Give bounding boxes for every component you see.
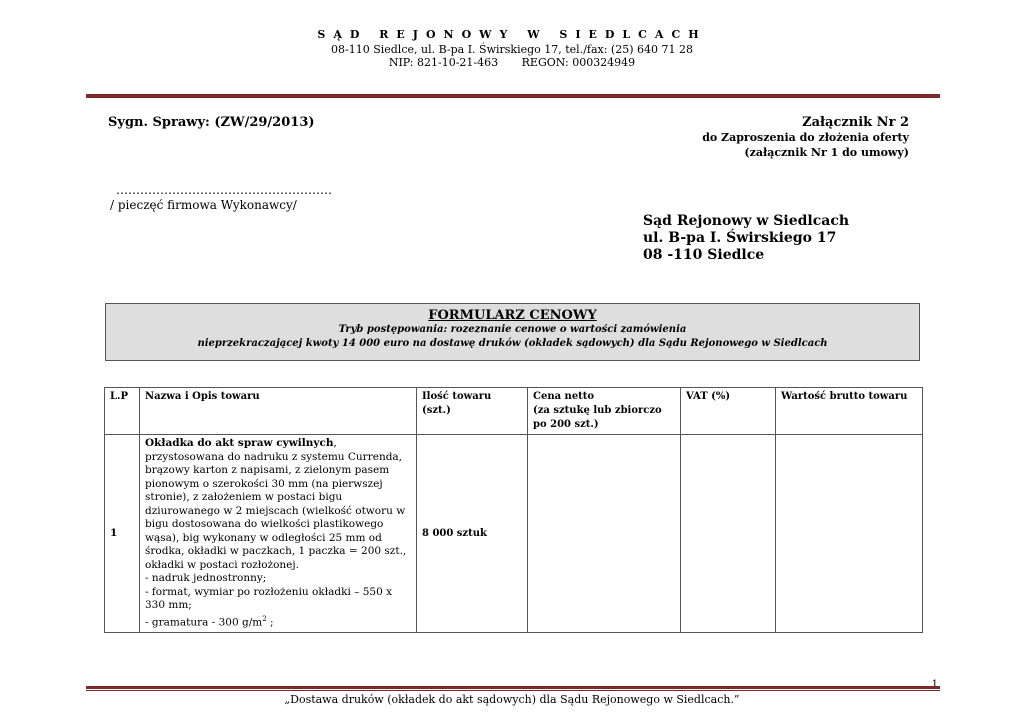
row-gross-cell[interactable] <box>776 435 923 633</box>
footer-text: „Dostawa druków (okładek do akt sądowych) dla Sądu Rejonowego w Siedlcach.” <box>284 693 740 706</box>
form-mode: Tryb postępowania: rozeznanie cenowe o wartości zamówienia <box>338 324 687 335</box>
row-spec-1: - nadruk jednostronny; <box>145 572 267 584</box>
court-name: SĄD REJONOWY W SIEDLCACH <box>317 28 707 41</box>
attachment-line-2: (załącznik Nr 1 do umowy) <box>744 146 909 159</box>
court-ids <box>0 56 1024 69</box>
case-signature: Sygn. Sprawy: (ZW/29/2013) <box>108 115 315 130</box>
header-price-line2: (za sztukę lub zbiorczo <box>533 405 662 416</box>
row-lp: 1 <box>105 435 140 633</box>
price-table <box>104 387 923 633</box>
recipient-city: 08 -110 Siedlce <box>643 247 765 263</box>
header-name: Nazwa i Opis towaru <box>140 388 417 435</box>
row-price-cell[interactable] <box>528 435 681 633</box>
footer-divider <box>86 686 940 691</box>
attachment-line-1: do Zaproszenia do złożenia oferty <box>702 131 909 144</box>
form-header-box <box>105 303 920 361</box>
row-spec-3-sup: 2 <box>262 614 267 623</box>
header-qty-line1: Ilość towaru <box>422 391 492 402</box>
header-qty-line2: (szt.) <box>422 405 451 416</box>
row-description <box>140 435 417 633</box>
court-address: 08-110 Siedlce, ul. B-pa I. Świrskiego 17, tel./fax: (25) 640 71 28 <box>331 43 693 56</box>
header-vat: VAT (%) <box>681 388 776 435</box>
page-number: 1 <box>931 679 938 690</box>
row-name-rest: , przystosowana do nadruku z systemu Currenda, brązowy karton z napisami, z zielonym pasem pionowym o szerokości 30 mm (na pierwszej stronie), z założeniem w postaci bigu dziurowanego w 2 miejscach (wielkość otworu w bigu dostosowana do wielkości plastikowego wąsa), big wykonany w odległości 25 mm od środka, okładki w paczkach, 1 paczka = 200 szt., okładki w postaci rozłożonej. <box>145 437 407 571</box>
table-header-row <box>105 388 923 435</box>
row-spec-3-end: ; <box>266 616 274 628</box>
header-divider <box>86 94 940 98</box>
row-vat-cell[interactable] <box>681 435 776 633</box>
recipient-name: Sąd Rejonowy w Siedlcach <box>643 213 850 229</box>
header-price-line1: Cena netto <box>533 391 595 402</box>
table-row <box>105 435 923 633</box>
row-spec-3-text: - gramatura - 300 g/m <box>145 616 263 628</box>
stamp-placeholder: ……………………………………………… <box>116 183 332 197</box>
recipient-street: ul. B-pa I. Świrskiego 17 <box>643 230 837 246</box>
header-gross: Wartość brutto towaru <box>776 388 923 435</box>
header-price-line3: po 200 szt.) <box>533 419 599 430</box>
form-title: FORMULARZ CENOWY <box>428 308 597 323</box>
header-lp: L.P <box>105 388 140 435</box>
form-limit: nieprzekraczającej kwoty 14 000 euro na dostawę druków (okładek sądowych) dla Sądu Rejonowego w Siedlcach <box>197 338 828 349</box>
regon-number: REGON: 000324949 <box>521 56 636 69</box>
row-spec-3 <box>145 613 411 630</box>
nip-number: NIP: 821-10-21-463 <box>388 56 499 69</box>
attachment-title: Załącznik Nr 2 <box>802 115 909 130</box>
row-spec-2: - format, wymiar po rozłożeniu okładki – 550 x 330 mm; <box>145 585 393 611</box>
stamp-label: / pieczęć firmowa Wykonawcy/ <box>110 198 297 212</box>
row-name-bold: Okładka do akt spraw cywilnych <box>145 437 334 449</box>
header-qty <box>417 388 528 435</box>
header-price <box>528 388 681 435</box>
row-qty: 8 000 sztuk <box>417 435 528 633</box>
